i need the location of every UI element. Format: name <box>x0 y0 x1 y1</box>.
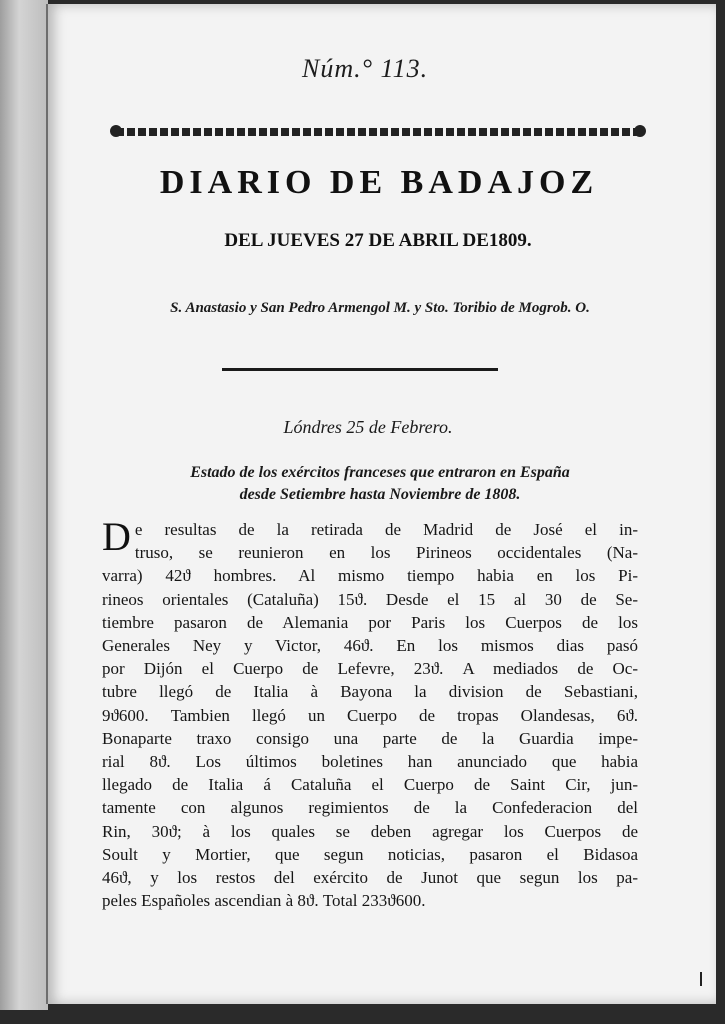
body-line: tubre llegó de Italia à Bayona la division de Sebastiani, <box>102 682 638 702</box>
body-line: varra) 42ϑ hombres. Al mismo tiempo habia en los Pi- <box>102 566 638 586</box>
body-line: 9ϑ600. Tambien llegó un Cuerpo de tropas Olandesas, 6ϑ. <box>102 705 638 725</box>
body-line: Rin, 30ϑ; à los quales se deben agregar los Cuerpos de <box>102 821 638 841</box>
show-through-text <box>108 70 307 136</box>
section-divider <box>222 368 498 371</box>
body-line: por Dijón el Cuerpo de Lefevre, 23ϑ. A mediados de Oc- <box>102 659 638 679</box>
body-line: e resultas de la retirada de Madrid de José el in- <box>134 520 638 539</box>
drop-cap: D <box>102 514 131 559</box>
body-line: rial 8ϑ. Los últimos boletines han anunciado que habia <box>102 752 638 772</box>
issue-number: Núm.° 113. <box>302 54 429 83</box>
body-line: llegado de Italia á Cataluña el Cuerpo de Saint Cir, jun- <box>102 775 638 795</box>
place-date: Lóndres 25 de Febrero. <box>283 417 453 437</box>
body-line: tiembre pasaron de Alemania por Paris los Cuerpos de los <box>102 612 638 632</box>
body-line: tamente con algunos regimientos de la Confederacion del <box>102 798 638 818</box>
newspaper-title: DIARIO DE BADAJOZ <box>159 164 599 201</box>
body-line: Bonaparte traxo consigo una parte de la Guardia impe- <box>102 728 638 748</box>
issue-dateline: DEL JUEVES 27 DE ABRIL DE1809. <box>224 230 532 251</box>
page-edge-mark <box>700 972 702 986</box>
ornamental-rule <box>116 128 640 136</box>
saints-of-day: S. Anastasio y San Pedro Armengol M. y Sto. Toribio de Mogrob. O. <box>170 300 590 316</box>
article-heading <box>104 462 656 506</box>
article-heading-line-2: desde Setiembre hasta Noviembre de 1808. <box>239 486 521 503</box>
body-line: Generales Ney y Victor, 46ϑ. En los mismos dias pasó <box>102 636 638 656</box>
body-line: 46ϑ, y los restos del exército de Junot que segun los pa- <box>102 868 638 888</box>
article-body <box>102 514 638 912</box>
body-line: Soult y Mortier, que segun noticias, pasaron el Bidasoa <box>102 844 638 864</box>
body-line: peles Españoles ascendian à 8ϑ. Total 233ϑ600. <box>102 891 426 911</box>
body-line: rineos orientales (Cataluña) 15ϑ. Desde el 15 al 30 de Se- <box>102 589 638 609</box>
facing-page-edge <box>0 0 48 1010</box>
article-heading-line-1: Estado de los exércitos franceses que entraron en España <box>190 464 570 481</box>
newspaper-page <box>46 4 716 1004</box>
body-line: truso, se reunieron en los Pirineos occidentales (Na- <box>134 543 638 563</box>
